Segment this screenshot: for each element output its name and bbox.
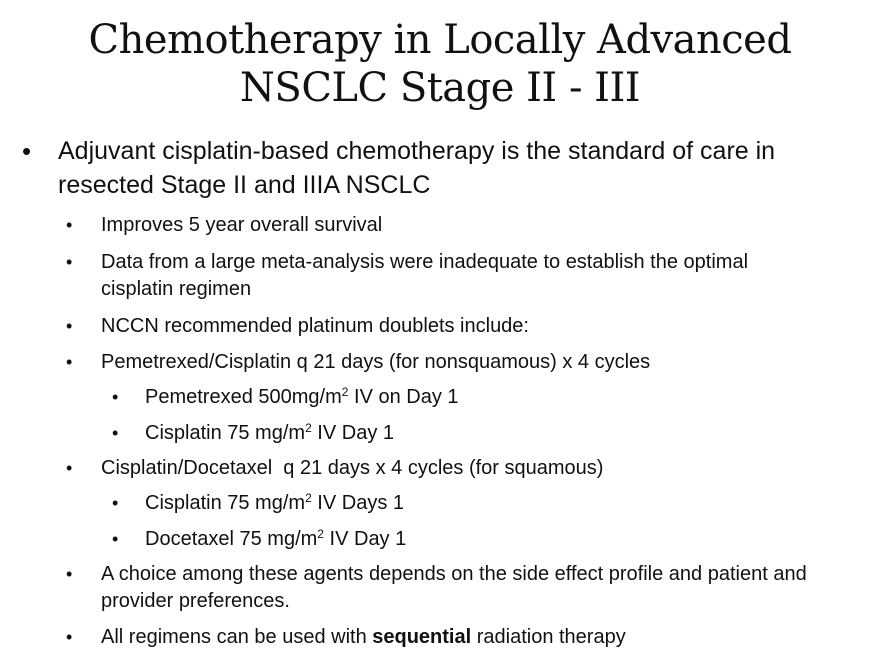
bullet-marker: •	[112, 423, 119, 443]
dose-text: Cisplatin 75 mg/m	[145, 492, 306, 514]
bullet-text	[145, 422, 394, 444]
bullet-marker: •	[22, 136, 32, 166]
bullet-marker: •	[66, 252, 73, 272]
dose-route: IV Days 1	[311, 492, 405, 514]
bullet-item-pemetrexed-cisplatin	[66, 349, 866, 376]
text-run: radiation therapy	[471, 626, 626, 648]
bullet-marker: •	[66, 627, 73, 647]
bullet-item-pemetrexed-dose	[112, 384, 812, 411]
bullet-marker: •	[66, 458, 73, 478]
bullet-text	[145, 528, 406, 550]
bullet-marker: •	[112, 387, 119, 407]
bullet-text: Data from a large meta-analysis were inadequate to establish the optimal cisplatin regimen	[101, 251, 749, 300]
bullet-text	[145, 492, 404, 514]
bullet-marker: •	[112, 529, 119, 549]
text-run: All regimens can be used with	[101, 626, 373, 648]
bullet-marker: •	[66, 215, 73, 235]
bullet-item-meta-analysis	[66, 249, 786, 303]
bullet-text: Improves 5 year overall survival	[101, 214, 383, 236]
bullet-marker: •	[112, 493, 119, 513]
superscript: 2	[341, 385, 349, 399]
bullet-item-nccn	[66, 313, 866, 340]
dose-text: Cisplatin 75 mg/m	[145, 422, 306, 444]
emphasis-text: sequential	[372, 626, 472, 648]
dose-text: Pemetrexed 500mg/m	[145, 386, 342, 408]
dose-route: IV Day 1	[311, 422, 395, 444]
bullet-item-all-regimens	[66, 624, 866, 651]
bullet-text: Pemetrexed/Cisplatin q 21 days (for nonsquamous) x 4 cycles	[101, 351, 651, 373]
bullet-item-cisplatin-dose-2	[112, 490, 812, 517]
bullet-item-docetaxel-dose	[112, 526, 812, 553]
bullet-item-survival	[66, 212, 866, 239]
slide-title-line-1: Chemotherapy in Locally Advanced	[88, 17, 792, 63]
dose-route: IV Day 1	[323, 528, 407, 550]
bullet-text: Adjuvant cisplatin-based chemotherapy is the standard of care in resected Stage II and IIIA NSCLC	[58, 137, 776, 199]
superscript: 2	[305, 421, 312, 435]
bullet-marker: •	[66, 564, 73, 584]
bullet-text: Cisplatin/Docetaxel q 21 days x 4 cycles (for squamous)	[101, 457, 604, 479]
bullet-item-cisplatin-dose-1	[112, 420, 812, 447]
bullet-marker: •	[66, 352, 73, 372]
bullet-text: NCCN recommended platinum doublets include:	[101, 315, 529, 337]
superscript: 2	[317, 527, 324, 541]
bullet-item-adjuvant	[22, 134, 857, 202]
dose-text: Docetaxel 75 mg/m	[145, 528, 318, 550]
slide-title-line-2: NSCLC Stage II - III	[239, 65, 641, 111]
bullet-marker: •	[66, 316, 73, 336]
superscript: 2	[305, 491, 312, 505]
bullet-text: A choice among these agents depends on the side effect profile and patient and provider preferences.	[101, 563, 807, 612]
bullet-item-cisplatin-docetaxel	[66, 455, 866, 482]
dose-route: IV on Day 1	[348, 386, 459, 408]
bullet-text	[145, 386, 459, 408]
slide-title	[0, 16, 880, 112]
bullet-text	[101, 626, 626, 648]
bullet-item-choice	[66, 561, 866, 615]
